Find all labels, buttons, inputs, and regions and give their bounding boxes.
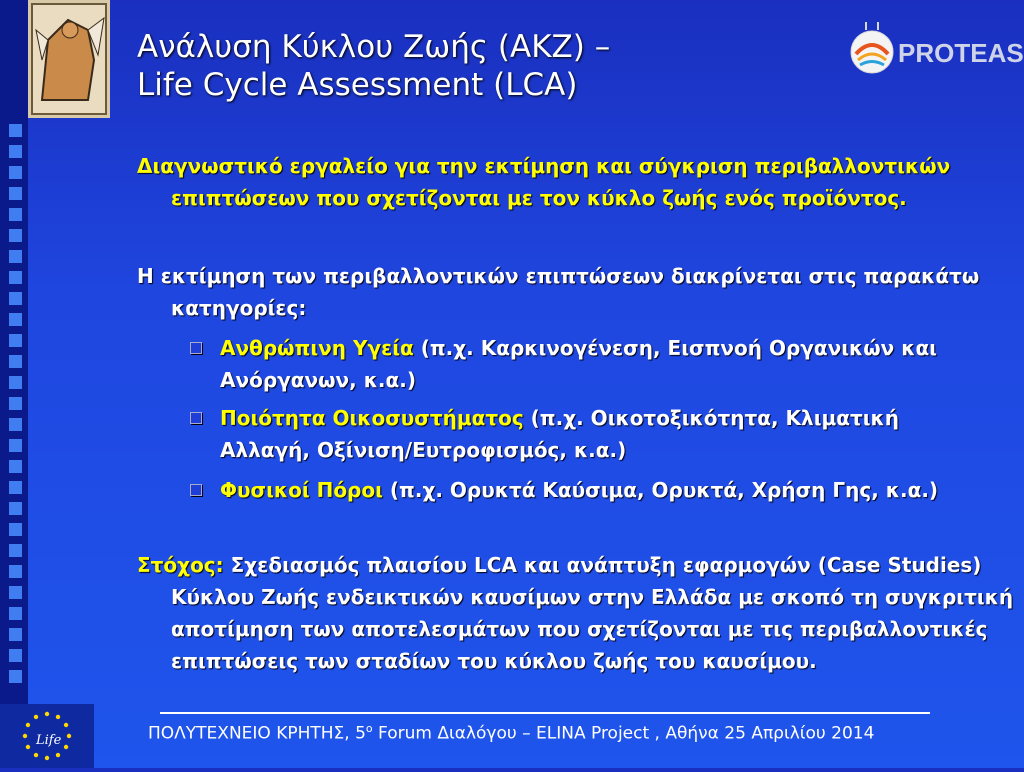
bullet-term: Ποιότητα Οικοσυστήματος [220, 406, 524, 430]
eu-star [45, 756, 49, 760]
sidebar-square [9, 271, 22, 284]
bullet-term: Φυσικοί Πόροι [220, 478, 383, 502]
sidebar-square [9, 313, 22, 326]
sidebar-square [9, 229, 22, 242]
sidebar-square [9, 523, 22, 536]
sidebar-square [9, 481, 22, 494]
sidebar-square [9, 334, 22, 347]
svg-text:Life: Life [36, 733, 62, 748]
eu-life-logo-icon [0, 704, 94, 768]
bullet-square-icon [190, 484, 202, 496]
sidebar-square [9, 544, 22, 557]
bullet-term: Ανθρώπινη Υγεία [220, 336, 414, 360]
title-line-1: Ανάλυση Κύκλου Ζωής (ΑΚΖ) – [137, 29, 611, 65]
proteas-logo-icon [848, 20, 1024, 76]
eu-star [26, 723, 30, 727]
goal-text: Σχεδιασμός πλαισίου LCA και ανάπτυξη εφαρμογών (Case Studies) Κύκλου Ζωής ενδεικτικών καυσίμων στην Ελλάδα με σκοπό τη συγκριτική αποτίμηση των αποτελεσμάτων που σχετίζονται με τις περιβαλλοντικές επιπτώσεις των σταδίων του κύκλου ζωής του καυσίμου. [171, 553, 1014, 673]
eu-star [67, 734, 71, 738]
sidebar-square [9, 355, 22, 368]
sidebar-square [9, 376, 22, 389]
footer-superscript: ο [365, 722, 373, 735]
university-seal-icon [28, 0, 110, 118]
eu-star [34, 753, 38, 757]
eu-star [34, 715, 38, 719]
sidebar-square [9, 502, 22, 515]
paragraph-goal [137, 549, 1024, 677]
footer-divider [160, 712, 930, 714]
eu-star [56, 753, 60, 757]
sidebar-square [9, 628, 22, 641]
title-line-2: Life Cycle Assessment (LCA) [137, 67, 578, 103]
sidebar-square [9, 145, 22, 158]
sidebar-square [9, 397, 22, 410]
sidebar-square [9, 607, 22, 620]
sidebar-square [9, 208, 22, 221]
sidebar-square [9, 670, 22, 683]
definition-text: Διαγνωστικό εργαλείο για την εκτίμηση και σύγκριση περιβαλλοντικών επιπτώσεων που σχετίζονται με τον κύκλο ζωής ενός προϊόντος. [137, 154, 951, 210]
sidebar-square [9, 124, 22, 137]
sidebar-square [9, 649, 22, 662]
bullet-square-icon [190, 342, 202, 354]
sidebar-square [9, 166, 22, 179]
sidebar-square [9, 187, 22, 200]
sidebar-square [9, 565, 22, 578]
left-sidebar-strip [0, 0, 28, 768]
sidebar-square [9, 418, 22, 431]
bullet-square-icon [190, 412, 202, 424]
eu-star [23, 734, 27, 738]
eu-star [56, 715, 60, 719]
sidebar-square [9, 439, 22, 452]
eu-star [45, 712, 49, 716]
slide-title [137, 28, 610, 104]
paragraph-definition [137, 150, 1011, 214]
eu-star [64, 723, 68, 727]
footer-text [148, 722, 948, 744]
categories-intro-text: Η εκτίμηση των περιβαλλοντικών επιπτώσεων διακρίνεται στις παρακάτω κατηγορίες: [137, 264, 980, 320]
sidebar-square [9, 250, 22, 263]
bullet-detail: (π.χ. Καρκινογένεση, Εισπνοή Οργανικών και Ανόργανων, κ.α.) [220, 336, 937, 392]
bullet-detail: (π.χ. Ορυκτά Καύσιμα, Ορυκτά, Χρήση Γης, κ.α.) [382, 478, 939, 502]
footer-part-a: ΠΟΛΥΤΕΧΝΕΙΟ ΚΡΗΤΗΣ, 5 [148, 723, 366, 744]
paragraph-categories-intro [137, 260, 1021, 324]
bullet-detail: (π.χ. Οικοτοξικότητα, Κλιματική Αλλαγή, Οξίνιση/Ευτροφισμός, κ.α.) [220, 406, 899, 462]
sidebar-square [9, 586, 22, 599]
sidebar-square [9, 292, 22, 305]
svg-text:PROTEAS: PROTEAS [898, 38, 1024, 68]
sidebar-square [9, 460, 22, 473]
eu-star [26, 745, 30, 749]
goal-label: Στόχος: [137, 553, 224, 577]
footer-part-b: Forum Διαλόγου – ELINA Project , Αθήνα 25 Απριλίου 2014 [372, 723, 875, 744]
eu-star [64, 745, 68, 749]
